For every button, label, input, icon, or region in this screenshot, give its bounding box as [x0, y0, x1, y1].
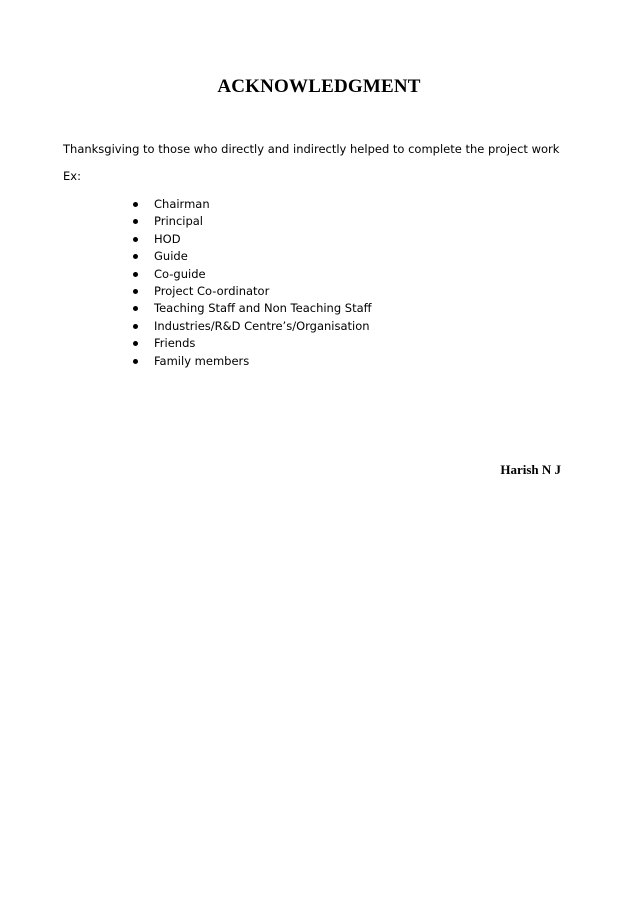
list-item	[130, 300, 372, 317]
list-item	[130, 353, 372, 370]
acknowledgment-list	[130, 196, 372, 370]
bullet-icon	[133, 254, 138, 259]
list-item	[130, 318, 372, 335]
list-item-label: Principal	[154, 214, 204, 229]
intro-paragraph: Thanksgiving to those who directly and indirectly helped to complete the project work	[63, 142, 560, 156]
list-item-label: Industries/R&D Centre’s/Organisation	[154, 318, 370, 333]
page-title: ACKNOWLEDGMENT	[217, 76, 421, 97]
list-item-label: Guide	[154, 249, 188, 264]
list-item	[130, 266, 372, 283]
bullet-icon	[133, 341, 138, 346]
list-item	[130, 248, 372, 265]
list-item-label: Friends	[154, 336, 196, 351]
list-item-label: Co-guide	[154, 266, 206, 281]
bullet-icon	[133, 202, 138, 207]
bullet-icon	[133, 324, 138, 329]
list-item-label: Project Co-ordinator	[154, 283, 270, 298]
signature-name: Harish N J	[500, 462, 561, 477]
list-item-label: Chairman	[154, 197, 210, 211]
bullet-icon	[133, 306, 138, 311]
list-item	[130, 196, 372, 213]
list-item-label: Family members	[154, 353, 250, 368]
list-item	[130, 213, 372, 230]
list-item-label: Teaching Staff and Non Teaching Staff	[154, 301, 372, 316]
example-label: Ex:	[63, 169, 81, 183]
list-item	[130, 283, 372, 300]
bullet-icon	[133, 219, 138, 224]
bullet-icon	[133, 237, 138, 242]
bullet-icon	[133, 359, 138, 364]
list-item	[130, 335, 372, 352]
bullet-icon	[133, 289, 138, 294]
list-item-label: HOD	[154, 231, 181, 246]
list-item	[130, 231, 372, 248]
bullet-icon	[133, 272, 138, 277]
